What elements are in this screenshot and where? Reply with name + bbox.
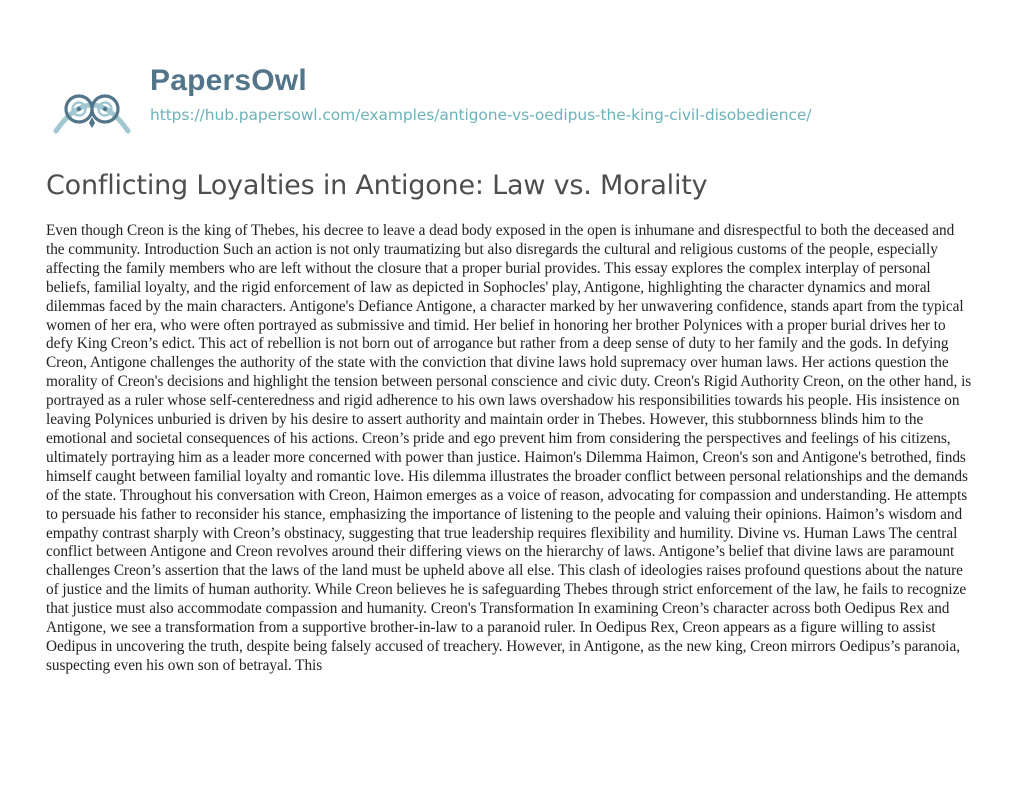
brand-name: PapersOwl bbox=[150, 64, 307, 97]
article-body: Even though Creon is the king of Thebes, his decree to leave a dead body exposed in the open is inhumane and disrespectful to both the deceased and the community. Introduction Such an action is not only traumatizing but also disregards the cultural and religious customs of the people, especially affecting the family members who are left without the closure that a proper burial provides. This essay explores the complex interplay of personal beliefs, familial loyalty, and the rigid enforcement of law as depicted in Sophocles' play, Antigone, highlighting the character dynamics and moral dilemmas faced by the main characters. Antigone's Defiance Antigone, a character marked by her unwavering confidence, stands apart from the typical women of her era, who were often portrayed as submissive and timid. Her belief in honoring her brother Polynices with a proper burial drives her to defy King Creon’s edict. This act of rebellion is not born out of arrogance but rather from a deep sense of duty to her family and the gods. In defying Creon, Antigone challenges the authority of the state with the conviction that divine laws hold supremacy over human laws. Her actions question the morality of Creon's decisions and highlight the tension between personal conscience and civic duty. Creon's Rigid Authority Creon, on the other hand, is portrayed as a ruler whose self-centeredness and rigid adherence to his own laws overshadow his responsibilities towards his people. His insistence on leaving Polynices unburied is driven by his desire to assert authority and maintain order in Thebes. However, this stubbornness blinds him to the emotional and societal consequences of his actions. Creon’s pride and ego prevent him from considering the perspectives and feelings of his citizens, ultimately portraying him as a leader more concerned with power than justice. Haimon's Dilemma Haimon, Creon's son and Antigone's betrothed, finds himself caught between familial loyalty and romantic love. His dilemma illustrates the broader conflict between personal relationships and the demands of the state. Throughout his conversation with Creon, Haimon emerges as a voice of reason, advocating for compassion and understanding. He attempts to persuade his father to reconsider his stance, emphasizing the importance of listening to the people and valuing their opinions. Haimon’s wisdom and empathy contrast sharply with Creon’s obstinacy, suggesting that true leadership requires flexibility and humility. Divine vs. Human Laws The central conflict between Antigone and Creon revolves around their differing views on the hierarchy of laws. Antigone’s belief that divine laws are paramount challenges Creon’s assertion that the laws of the land must be upheld above all else. This clash of ideologies raises profound questions about the nature of justice and the limits of human authority. While Creon believes he is safeguarding Thebes through strict enforcement of the law, he fails to recognize that justice must also accommodate compassion and humanity. Creon's Transformation In examining Creon’s character across both Oedipus Rex and Antigone, we see a transformation from a supportive brother-in-law to a paranoid ruler. In Oedipus Rex, Creon appears as a figure willing to assist Oedipus in uncovering the truth, despite being falsely accused of treachery. However, in Antigone, as the new king, Creon mirrors Oedipus’s paranoia, suspecting even his own son of betrayal. This bbox=[46, 222, 972, 674]
article-title: Conflicting Loyalties in Antigone: Law vs. Morality bbox=[46, 170, 708, 201]
owl-eyes-logo-icon bbox=[46, 65, 138, 157]
site-header bbox=[46, 58, 986, 138]
source-url-link[interactable]: https://hub.papersowl.com/examples/antigone-vs-oedipus-the-king-civil-disobedience/ bbox=[150, 106, 812, 124]
